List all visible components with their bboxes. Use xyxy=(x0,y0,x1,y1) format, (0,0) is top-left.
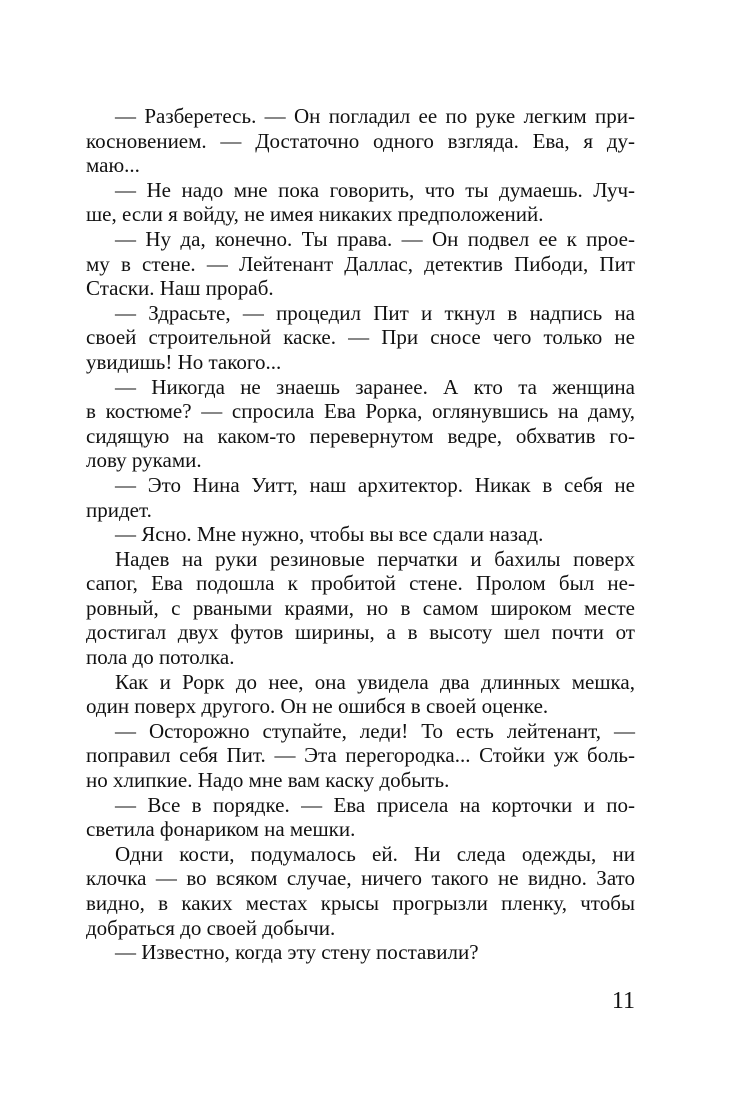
paragraph xyxy=(86,522,635,547)
paragraph xyxy=(86,301,635,375)
text-line: — Ну да, конечно. Ты права. — Он подвел ее к прое- xyxy=(115,226,635,251)
text-line: — Никогда не знаешь заранее. А кто та женщина xyxy=(115,374,635,399)
text-line: — Здрасьте, — процедил Пит и ткнул в надпись на xyxy=(115,300,635,325)
text-line: достигал двух футов ширины, а в высоту шел почти от xyxy=(86,620,635,645)
text-line: Надев на руки резиновые перчатки и бахилы поверх xyxy=(115,546,635,571)
text-line: светила фонариком на мешки. xyxy=(86,817,356,842)
text-line: Стаски. Наш прораб. xyxy=(86,276,274,301)
text-line: увидишь! Но такого... xyxy=(86,349,282,374)
text-line: — Все в порядке. — Ева присела на корточки и по- xyxy=(115,792,635,817)
text-line: добраться до своей добычи. xyxy=(86,915,336,940)
paragraph xyxy=(86,793,635,842)
paragraph xyxy=(86,227,635,301)
paragraph xyxy=(86,940,635,965)
text-line: своей строительной каске. — При сносе чего только не xyxy=(86,325,635,350)
text-line: сапог, Ева подошла к пробитой стене. Пролом был не- xyxy=(86,571,635,596)
text-line: — Разберетесь. — Он погладил ее по руке легким при- xyxy=(115,104,635,128)
text-line: сидящую на каком-то перевернутом ведре, обхватив го- xyxy=(86,423,635,448)
text-line: один поверх другого. Он не ошибся в своей оценке. xyxy=(86,694,549,719)
text-line: — Осторожно ступайте, леди! То есть лейтенант, — xyxy=(115,718,635,743)
text-line: пола до потолка. xyxy=(86,645,235,670)
paragraph xyxy=(86,375,635,473)
paragraph xyxy=(86,842,635,940)
text-line: Одни кости, подумалось ей. Ни следа одежды, ни xyxy=(115,841,635,866)
text-line: — Ясно. Мне нужно, чтобы вы все сдали назад. xyxy=(115,522,544,547)
text-line: — Не надо мне пока говорить, что ты думаешь. Луч- xyxy=(115,177,635,202)
text-line: клочка — во всяком случае, ничего такого не видно. Зато xyxy=(86,866,635,891)
paragraph xyxy=(86,178,635,227)
text-line: му в стене. — Лейтенант Даллас, детектив Пибоди, Пит xyxy=(86,251,635,276)
text-line: лову руками. xyxy=(86,448,202,473)
text-line: но хлипкие. Надо мне вам каску добыть. xyxy=(86,768,450,793)
text-line: поправил себя Пит. — Эта перегородка... Стойки уж боль- xyxy=(86,743,635,768)
text-line: ровный, с рваными краями, но в самом широком месте xyxy=(86,595,635,620)
text-line: маю... xyxy=(86,153,140,178)
text-line: ше, если я войду, не имея никаких предположений. xyxy=(86,202,544,227)
text-line: Как и Рорк до нее, она увидела два длинных мешка, xyxy=(115,669,635,694)
text-line: в костюме? — спросила Ева Роркa, оглянувшись на даму, xyxy=(86,399,635,424)
paragraph xyxy=(86,104,635,178)
paragraph xyxy=(86,670,635,719)
text-line: — Это Нина Уитт, наш архитектор. Никак в себя не xyxy=(115,472,635,497)
text-line: видно, в каких местах крысы прогрызли пленку, чтобы xyxy=(86,891,635,915)
text-line: — Известно, когда эту стену поставили? xyxy=(115,940,479,965)
paragraph xyxy=(86,473,635,522)
body-text xyxy=(86,104,635,965)
text-line: косновением. — Достаточно одного взгляда. Ева, я ду- xyxy=(86,128,635,153)
text-line: придет. xyxy=(86,497,152,522)
page-number: 11 xyxy=(611,988,635,1014)
paragraph xyxy=(86,547,635,670)
paragraph xyxy=(86,719,635,793)
